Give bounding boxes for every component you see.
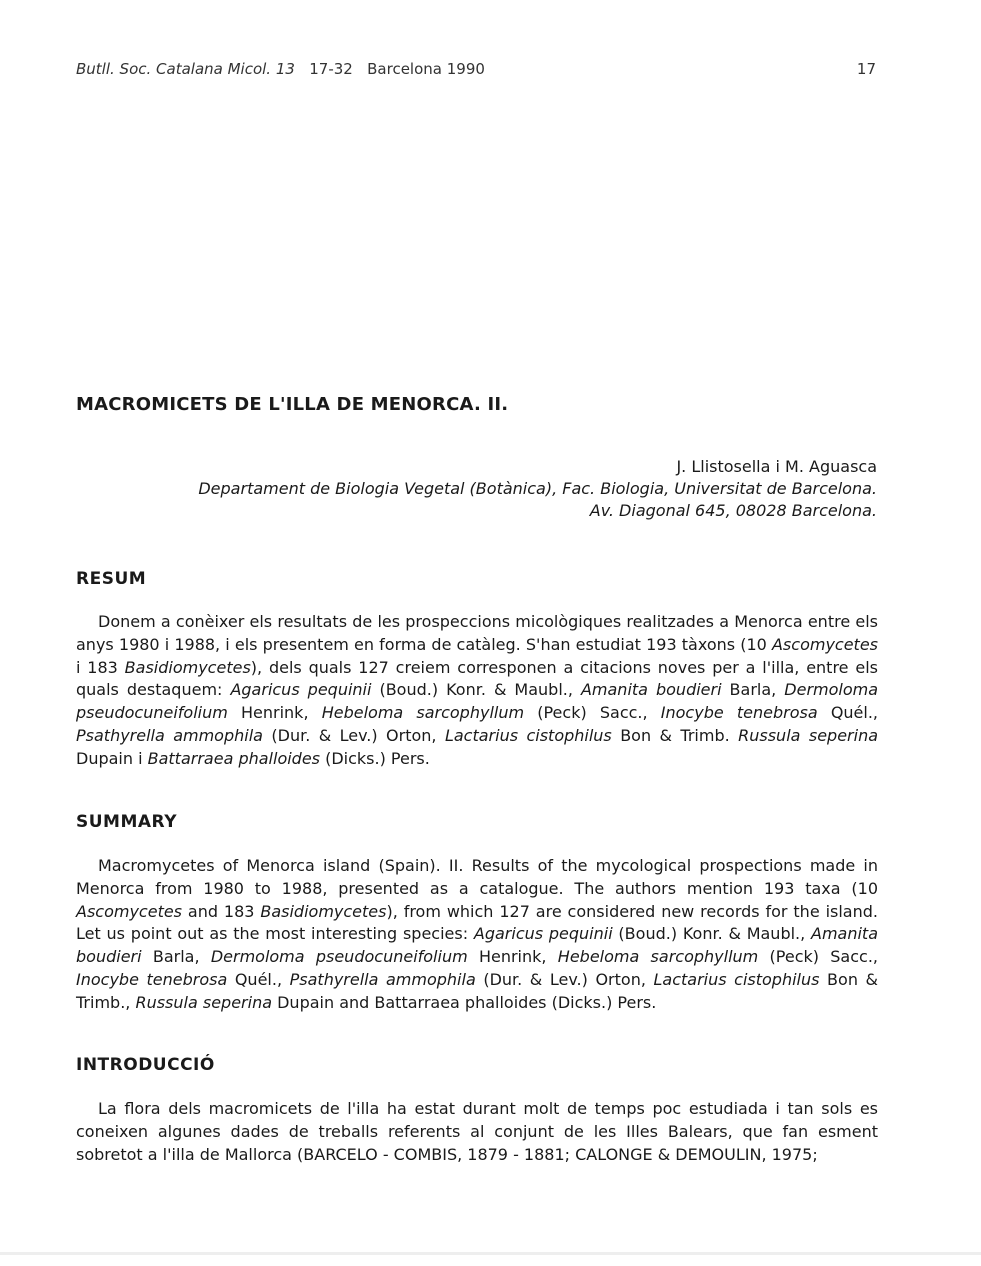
species-name: Agaricus pequinii	[230, 680, 372, 700]
text-run: Dupain i	[76, 748, 148, 768]
text-run: (Dicks.) Pers.	[320, 748, 430, 768]
text-run: Barla,	[141, 947, 211, 967]
text-run: Bon & Trimb.	[611, 725, 739, 745]
text-run: (Dur. & Lev.) Orton,	[475, 969, 654, 989]
text-run: ), from which 127 are considered new records for the island. Let us point out as the most interesting species:	[76, 901, 878, 944]
species-name: Basidiomycetes	[124, 657, 251, 677]
species-name: Hebeloma sarcophyllum	[557, 947, 759, 967]
species-name: Psathyrella ammophila	[76, 725, 263, 745]
species-name: Russula seperina	[738, 725, 879, 745]
text-run: Barla,	[721, 680, 785, 700]
species-name: Ascomycetes	[76, 901, 183, 921]
resum-paragraph	[76, 611, 878, 771]
species-name: Ascomycetes	[771, 634, 878, 654]
running-head	[76, 60, 876, 78]
page-range: 17-32	[309, 60, 353, 78]
text-run: Quél.,	[227, 969, 290, 989]
species-name: Amanita boudieri	[76, 924, 878, 967]
text-run: (Peck) Sacc.,	[758, 947, 879, 967]
byline	[198, 456, 877, 522]
introduccio-paragraph	[76, 1098, 878, 1166]
text-run: Macromycetes of Menorca island (Spain). II. Results of the mycological prospections made in Menorca from 1980 to 1988, presented as a catalogue. The authors mention 193 taxa (10	[76, 856, 878, 898]
authors: J. Llistosella i M. Aguasca	[676, 457, 877, 476]
introduccio-heading: INTRODUCCIÓ	[76, 1055, 215, 1075]
species-name: Dermoloma pseudocuneifolium	[210, 947, 468, 967]
species-name: Amanita boudieri	[580, 680, 722, 700]
text-run: Dupain and Battarraea phalloides (Dicks.) Pers.	[272, 992, 657, 1012]
text-run: Donem a conèixer els resultats de les prospeccions micològiques realitzades a Menorca entre els anys 1980 i 1988, i els presentem en forma de catàleg. S'han estudiat 193 tàxons (10	[76, 612, 878, 654]
summary-paragraph	[76, 855, 878, 1015]
species-name: Dermoloma pseudocuneifolium	[76, 680, 879, 723]
article-title: MACROMICETS DE L'ILLA DE MENORCA. II.	[76, 394, 509, 415]
text-run: (Dur. & Lev.) Orton,	[262, 725, 445, 745]
species-name: Lactarius cistophilus	[444, 725, 612, 745]
text-run: (Boud.) Konr. & Maubl.,	[371, 680, 581, 700]
page-number: 17	[856, 60, 876, 78]
text-run: and 183	[182, 901, 261, 921]
species-name: Lactarius cistophilus	[653, 969, 820, 989]
species-name: Russula seperina	[135, 992, 273, 1012]
text-run: (Boud.) Konr. & Maubl.,	[612, 924, 811, 944]
species-name: Psathyrella ammophila	[289, 969, 476, 989]
text-run: La flora dels macromicets de l'illa ha estat durant molt de temps poc estudiada i tan sols es coneixen algunes dades de treballs referents al conjunt de les Illes Balears, que fan esment sobretot a l'illa de Mallorca (BARCELO - COMBIS, 1879 - 1881; CALONGE & DEMOULIN, 1975;	[76, 1099, 878, 1164]
text-run: Henrink,	[467, 947, 558, 967]
scan-edge	[0, 1252, 981, 1255]
affiliation-line-2: Av. Diagonal 645, 08028 Barcelona.	[589, 501, 877, 520]
affiliation-line-1: Departament de Biologia Vegetal (Botànica), Fac. Biologia, Universitat de Barcelona.	[198, 479, 877, 498]
text-run: Quél.,	[817, 703, 879, 723]
text-run: i 183	[76, 657, 125, 677]
place-year: Barcelona 1990	[367, 60, 485, 78]
species-name: Inocybe tenebrosa	[76, 969, 228, 989]
resum-heading: RESUM	[76, 569, 147, 589]
species-name: Inocybe tenebrosa	[660, 703, 818, 723]
journal-citation: Butll. Soc. Catalana Micol. 13	[76, 60, 295, 78]
text-run: Bon & Trimb.,	[76, 969, 879, 1012]
text-run: ), dels quals 127 creiem corresponen a citacions noves per a l'illa, entre els quals destaquem:	[76, 657, 878, 700]
species-name: Hebeloma sarcophyllum	[321, 703, 525, 723]
text-run: (Peck) Sacc.,	[524, 703, 661, 723]
summary-heading: SUMMARY	[76, 812, 178, 832]
species-name: Battarraea phalloides	[147, 748, 321, 768]
text-run: Henrink,	[227, 703, 322, 723]
species-name: Basidiomycetes	[260, 901, 387, 921]
species-name: Agaricus pequinii	[473, 924, 613, 944]
